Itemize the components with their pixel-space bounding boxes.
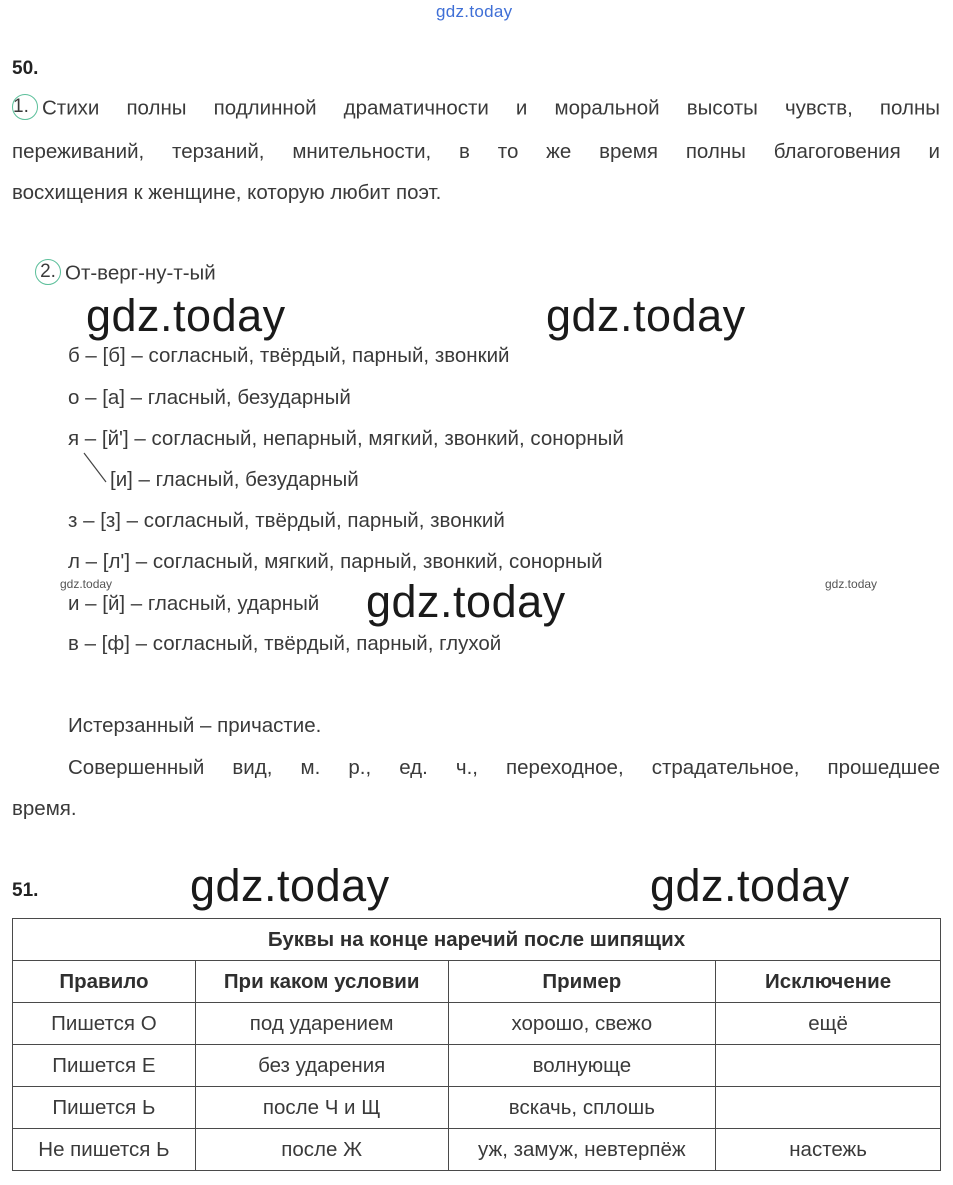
table-cell: Не пишется Ь: [13, 1129, 196, 1171]
watermark-big-3: gdz.today: [366, 576, 566, 627]
rules-table: [12, 918, 941, 1171]
table-cell: после Ч и Щ: [195, 1087, 448, 1129]
item1-line-3: восхищения к женщине, которую любит поэт.: [12, 181, 442, 204]
phonetic-line: я – [й'] – согласный, непарный, мягкий, звонкий, сонорный: [68, 427, 624, 450]
table-row: [13, 1087, 941, 1129]
column-header: Исключение: [716, 961, 941, 1003]
column-header: При каком условии: [195, 961, 448, 1003]
table-header-row: [13, 961, 941, 1003]
phonetic-line: и – [й] – гласный, ударный: [68, 592, 320, 615]
watermark-big-2: gdz.today: [546, 290, 746, 341]
item1-line-1: 1. Стихи полны подлинной драматичности и моральной высоты чувств, полны: [13, 96, 940, 120]
table-cell: Пишется Е: [13, 1045, 196, 1087]
watermark-big-1: gdz.today: [86, 290, 286, 341]
table-cell: настежь: [716, 1129, 941, 1171]
watermark-big-5: gdz.today: [650, 860, 850, 911]
table-row: [13, 1045, 941, 1087]
column-header: Пример: [448, 961, 716, 1003]
task-51-number: 51.: [12, 880, 39, 901]
table-cell: волнующе: [448, 1045, 716, 1087]
phonetic-line: в – [ф] – согласный, твёрдый, парный, глухой: [68, 632, 502, 655]
morph-line-2: время.: [12, 797, 77, 820]
item2-marker: 2.: [35, 259, 61, 285]
watermark-small-1: gdz.today: [60, 577, 113, 591]
item1-line-2: переживаний, терзаний, мнительности, в то же время полны благоговения и: [12, 140, 940, 163]
phonetic-line: [и] – гласный, безударный: [110, 468, 359, 491]
table-title: Буквы на конце наречий после шипящих: [13, 919, 941, 961]
phonetic-line: з – [з] – согласный, твёрдый, парный, звонкий: [68, 509, 505, 532]
table-cell: вскачь, сплошь: [448, 1087, 716, 1129]
table-cell: уж, замуж, невтерпёж: [448, 1129, 716, 1171]
table-cell: ещё: [716, 1003, 941, 1045]
phonetic-line: о – [а] – гласный, безударный: [68, 386, 351, 409]
watermark-top: gdz.today: [436, 2, 513, 21]
table-cell: Пишется Ь: [13, 1087, 196, 1129]
item1-marker: 1.: [12, 94, 38, 120]
column-header: Правило: [13, 961, 196, 1003]
table-cell: [716, 1087, 941, 1129]
table-row: [13, 1003, 941, 1045]
table-row: [13, 1129, 941, 1171]
table-title-row: [13, 919, 941, 961]
phonetic-line: л – [л'] – согласный, мягкий, парный, звонкий, сонорный: [68, 550, 603, 573]
table-cell: без ударения: [195, 1045, 448, 1087]
table-cell: хорошо, свежо: [448, 1003, 716, 1045]
table-cell: после Ж: [195, 1129, 448, 1171]
participle-line: Истерзанный – причастие.: [68, 714, 322, 737]
table-cell: под ударением: [195, 1003, 448, 1045]
item2-word: 2. От-верг-ну-т-ый: [35, 261, 216, 287]
watermark-big-4: gdz.today: [190, 860, 390, 911]
phonetic-line: б – [б] – согласный, твёрдый, парный, звонкий: [68, 344, 510, 367]
watermark-small-2: gdz.today: [825, 577, 878, 591]
table-cell: Пишется О: [13, 1003, 196, 1045]
table-cell: [716, 1045, 941, 1087]
morph-line-1: Совершенный вид, м. р., ед. ч., переходное, страдательное, прошедшее: [68, 756, 940, 779]
task-50-number: 50.: [12, 58, 39, 79]
